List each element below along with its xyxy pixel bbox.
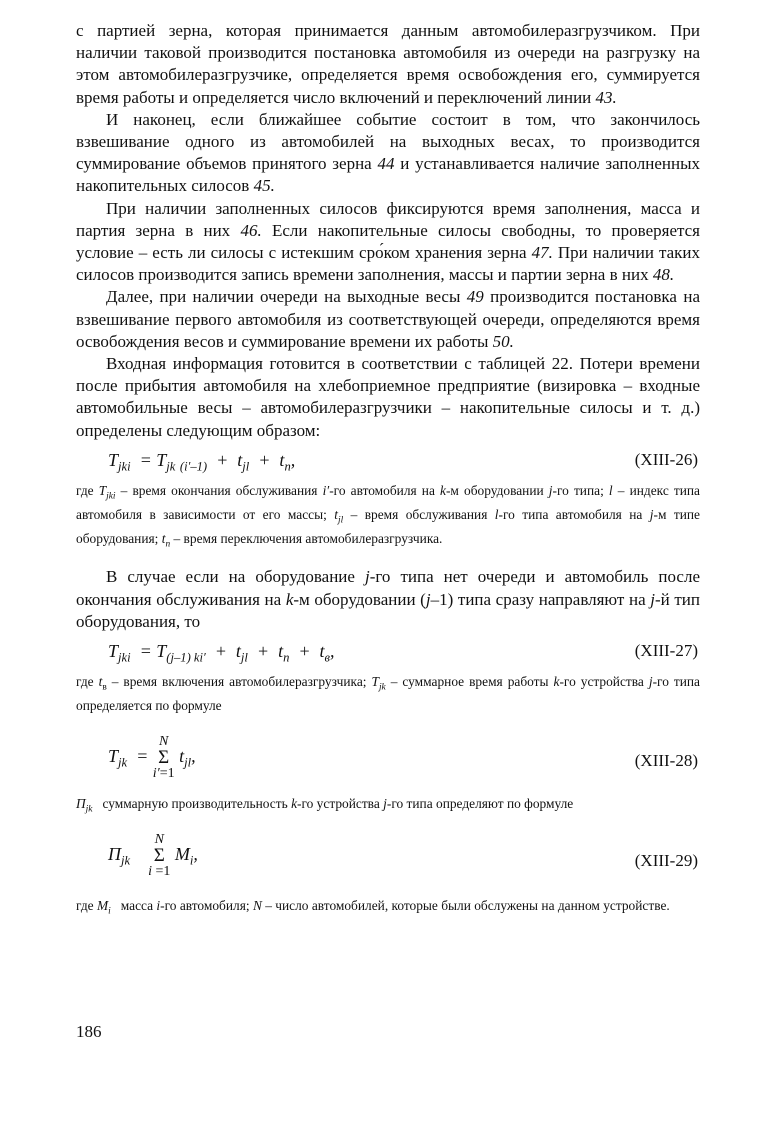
paragraph-6: В случае если на оборудование j-го типа нет очереди и автомобиль после окончания обслуживания на k-м оборудовании (j–1) типа сразу направляют на j-й тип оборудования, то [76,567,700,631]
page-content [76,20,700,921]
equation-xiii-28 [76,725,700,795]
note-1: где $T_{jki}$ – время окончания обслуживания i′-го автомобиля на k-м оборудовании j-го типа; l – индекс типа автомобиля в зависимости от его массы; $t_{jl}$ – время обслуживания l-го типа автомобиля на j-м типе оборудования; $t_n$ – время переключения автомобилеразгрузчика. [76,482,701,550]
equation-number: (XIII-26) [634,449,698,469]
equation-formula: $T_{jki} = T_{jk}$ $_{(i'-1)} + t_{jl} + t_n$, [108,449,296,474]
equation-number: (XIII-27) [634,640,698,660]
paragraph-5: Входная информация готовится в соответствии с таблицей 22. Потери времени после прибытия автомобиля на хлебоприемное предприятие (визировка – входные автомобильные весы – автомобилеразгрузчики – накопительные силосы и т. д.) определены следующим образом: [76,354,700,440]
paragraph-2: И наконец, если ближайшее событие состоит в том, что закончилось взвешивание одного из автомобилей на выходных весах, то производится суммирование объемов принятого зерна 44 и устанавливается наличие заполненных накопительных силосов 45. [76,109,701,196]
equation-formula: $П_{jk}$ N Σ i =1 $M_i$, [108,831,198,879]
paragraph-1: с партией зерна, которая принимается данным автомобилеразгрузчиком. При наличии таковой производится постановка автомобиля из очереди на разгрузку на этом автомобилеразгрузчике, определяется время освобождения его, суммируется время работы и определяется число включений и переключений линии 43. [76,21,700,107]
paragraph-3: При наличии заполненных силосов фиксируются время заполнения, масса и партия зерна в них 46. Если накопительные силосы свободны, то проверяется условие – есть ли силосы с истекшим сро́ком хранения зерна 47. При наличии таких силосов производится запись времени заполнения, массы и партии зерна в них 48. [76,198,700,285]
equation-xiii-29 [76,825,700,897]
note-4: где $M_i$ масса i-го автомобиля; N – число автомобилей, которые были обслужены на данном устройстве. [76,897,670,917]
note-2: где $t_в$ – время включения автомобилеразгрузчика; $T_{jk}$ – суммарное время работы k-го устройства j-го типа определяется по формуле [76,673,701,714]
sum-sign: N Σ i′=1 [152,733,175,781]
equation-formula: $T_{jki} = T_{(j-1) ki'} + t_{jl} + t_n + t_в$, [108,640,335,665]
sum-sign: N Σ i =1 [148,831,171,879]
equation-formula: $T_{jk} = N$ Σ i′=1 $t_{jl}$, [108,733,196,781]
equation-xiii-27 [76,633,700,673]
paragraph-4: Далее, при наличии очереди на выходные весы 49 производится постановка на взвешивание первого автомобиля из соответствующей очереди, определяются время освобождения весов и суммирование времени их работы 50. [76,287,700,351]
equation-number: (XIII-29) [634,850,698,870]
page-number: 186 [76,1022,102,1041]
equation-xiii-26 [76,442,700,482]
note-3: $П_{jk}$ суммарную производительность k-го устройства j-го типа определяют по формуле [76,795,574,815]
equation-number: (XIII-28) [634,750,698,770]
